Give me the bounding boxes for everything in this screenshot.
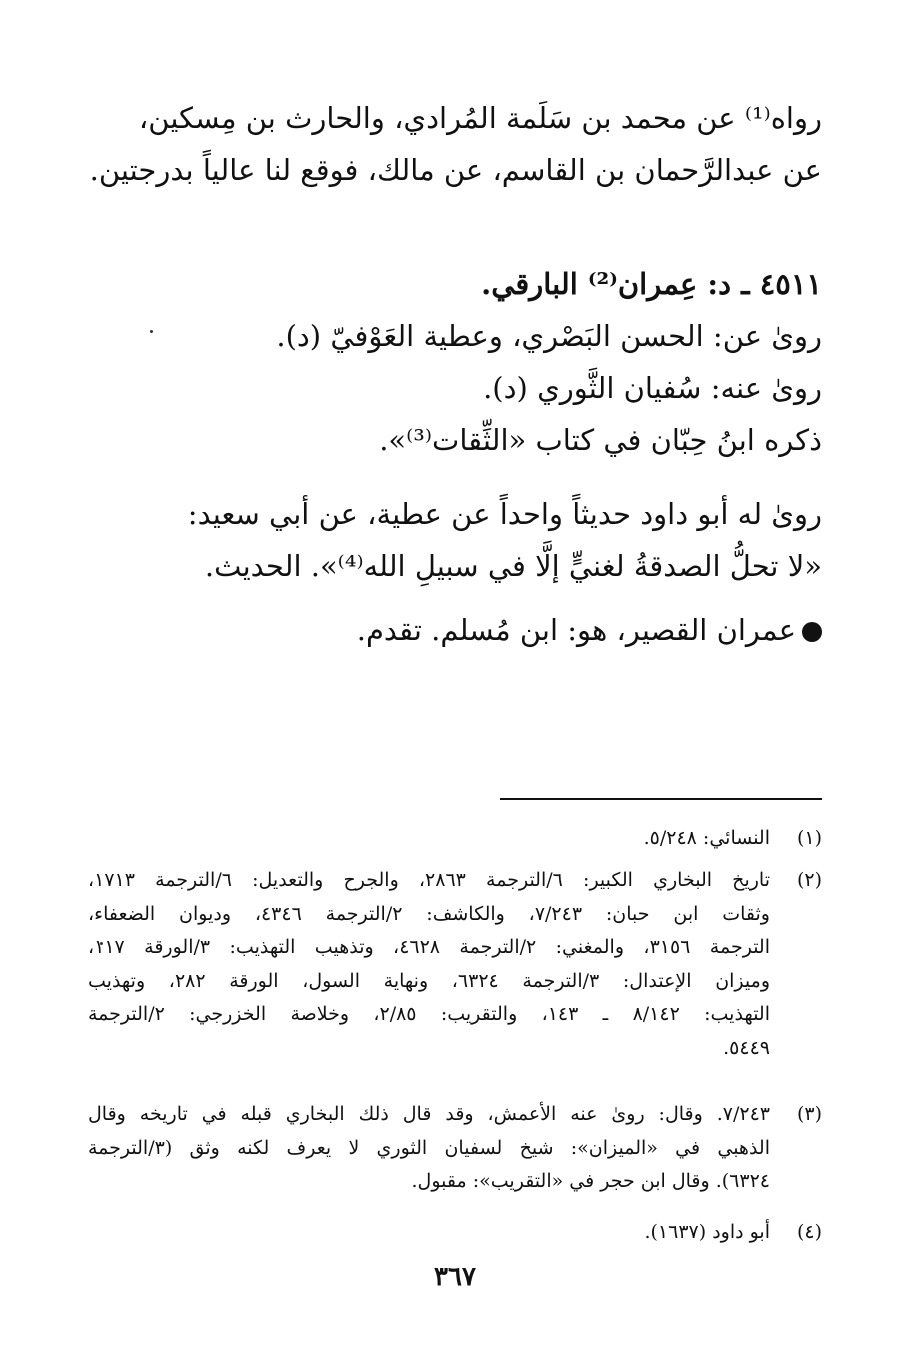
paragraph-line-1: روىٰ له أبو داود حديثاً واحداً عن عطية، عن أبي سعيد: — [187, 497, 822, 531]
footnote-number: (٣) — [796, 1103, 822, 1125]
footnote-line: الذهبي في «الميزان»: شيخ لسفيان الثوري لا يعرف لكنه وثق (٣/الترجمة — [88, 1136, 770, 1159]
footnote-text — [88, 822, 770, 856]
text-line-1: رواه⁽¹⁾ عن محمد بن سَلَمة المُرادي، والحارث بن مِسكين، — [138, 101, 822, 135]
footnote-line: ٦٣٢٤). وقال ابن حجر في «التقريب»: مقبول. — [411, 1170, 770, 1192]
bullet-icon — [802, 622, 822, 642]
bullet-text: عمران القصير، هو: ابن مُسلم. تقدم. — [356, 613, 796, 647]
footnote-text — [88, 1216, 770, 1250]
footnote-line: ٥٤٤٩. — [723, 1036, 770, 1059]
page-number: ٣٦٧ — [434, 1262, 476, 1292]
mentioned-by-line: ذكره ابنُ حِبّان في كتاب «الثِّقات⁽³⁾». — [379, 423, 822, 457]
footnote-text — [88, 864, 770, 1065]
footnote-number: (٤) — [796, 1221, 822, 1243]
footnote-number: (٢) — [796, 869, 822, 891]
footnote-separator — [500, 798, 822, 800]
bullet-entry — [357, 604, 822, 656]
footnote-line: وثقات ابن حبان: ٧/٢٤٣، والكاشف: ٢/الترجمة ٤٣٤٦، وديوان الضعفاء، — [88, 902, 770, 925]
text-line-2: عن عبدالرَّحمان بن القاسم، عن مالك، فوقع لنا عالياً بدرجتين. — [89, 153, 822, 187]
footnote-line: تاريخ البخاري الكبير: ٦/الترجمة ٢٨٦٣، والجرح والتعديل: ٦/الترجمة ١٧١٣، — [88, 869, 770, 891]
footnote-line: وميزان الإعتدال: ٣/الترجمة ٦٣٢٤، ونهاية السول، الورقة ٢٨٢، وتهذيب — [88, 969, 770, 992]
narrated-by-line: روىٰ عنه: سُفيان الثَّوري (د). — [483, 371, 822, 405]
footnote-number: (١) — [796, 827, 822, 849]
footnote-line: ٧/٢٤٣. وقال: روىٰ عنه الأعمش، وقد قال ذلك البخاري قبله في تاريخه وقال — [88, 1103, 770, 1125]
footnote-line: الترجمة ٣١٥٦، والمغني: ٢/الترجمة ٤٦٢٨، وتذهيب التهذيب: ٣/الورقة ١١٧، — [88, 936, 770, 958]
entry-heading: ٤٥١١ ـ د: عِمران⁽²⁾ البارقي. — [481, 267, 822, 301]
footnote-line: التهذيب: ٨/١٤٢ ـ ١٤٣، والتقريب: ٢/٨٥، وخلاصة الخزرجي: ٢/الترجمة — [88, 1003, 770, 1025]
footnote-text — [88, 1098, 770, 1199]
speck — [150, 330, 153, 333]
footnote-line: النسائي: ٥/٢٤٨. — [643, 827, 770, 849]
paragraph-line-2: «لا تحلُّ الصدقةُ لغنيٍّ إلَّا في سبيلِ الله⁽⁴⁾». الحديث. — [204, 549, 822, 583]
footnote-line: أبو داود (١٦٣٧). — [644, 1221, 770, 1243]
narrated-from-line: روىٰ عن: الحسن البَصْري، وعطية العَوْفيّ (د). — [276, 319, 822, 353]
